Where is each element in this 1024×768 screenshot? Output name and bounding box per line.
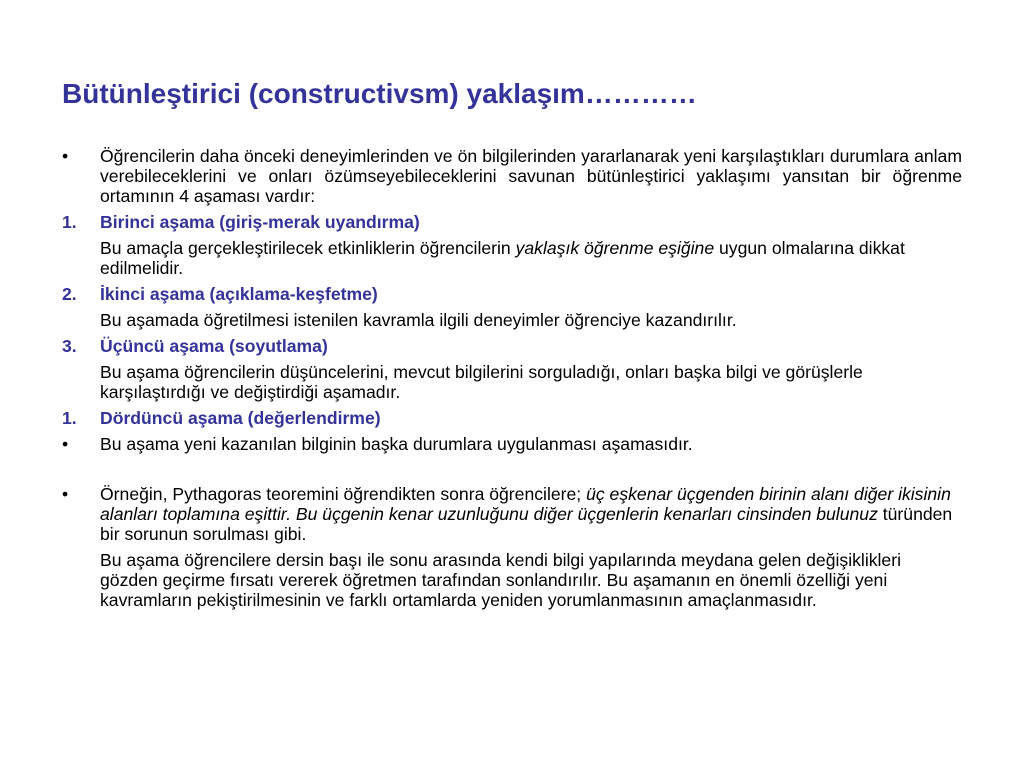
stage-2-description: Bu aşamada öğretilmesi istenilen kavramla ilgili deneyimler öğrenciye kazandırılır.	[100, 310, 737, 330]
example-text-italic: üç eşkenar üçgenden birinin alanı diğer ikisinin alanları toplamına eşittir. Bu üçgenin kenar uzunluğunu diğer üçgenlerin kenarları cinsinden bulunuz	[100, 484, 951, 524]
example-text-before: Örneğin, Pythagoras teoremini öğrendikten sonra öğrencilere;	[100, 484, 587, 504]
stage-1-heading	[62, 212, 962, 232]
stage-2-number: 2.	[62, 284, 77, 304]
stage-4-number: 1.	[62, 408, 77, 428]
stage-1-title: Birinci aşama (giriş-merak uyandırma)	[100, 212, 420, 232]
stage-2-heading	[62, 284, 962, 304]
stage-2-title: İkinci aşama (açıklama-keşfetme)	[100, 284, 378, 304]
example-text	[100, 484, 962, 544]
stage-1-description	[62, 238, 962, 278]
stage-3-number: 3.	[62, 336, 77, 356]
bullet-marker: •	[62, 434, 69, 454]
stage-1-desc-after: uygun olmalarına dikkat edilmelidir.	[100, 238, 905, 278]
intro-text: Öğrencilerin daha önceki deneyimlerinden ve ön bilgilerinden yararlanarak yeni karşılaştıkları durumlara anlam verebileceklerini ve onları özümseyebileceklerini savunan bütünleştirici yaklaşımı yansıtan bir öğrenme ortamının 4 aşaması vardır:	[100, 146, 962, 206]
stage-1-desc-before: Bu amaçla gerçekleştirilecek etkinliklerin öğrencilerin	[100, 238, 516, 258]
bullet-marker: •	[62, 146, 69, 166]
slide-title: Bütünleştirici (constructivsm) yaklaşım…………	[62, 78, 697, 109]
example-closing: Bu aşama öğrencilere dersin başı ile sonu arasında kendi bilgi yapılarında meydana gelen değişiklikleri gözden geçirme fırsatı vererek öğretmen tarafından sonlandırılır. Bu aşamanın en önemli özelliği yeni kavramların pekiştirilmesinin ve farklı ortamlarda yeniden yorumlanmasının amaçlanmasıdır.	[100, 550, 901, 610]
stage-3-heading	[62, 336, 962, 356]
intro-bullet	[62, 146, 962, 206]
stage-4-heading	[62, 408, 962, 428]
bullet-marker: •	[62, 484, 69, 504]
example-bullet	[62, 484, 962, 544]
stage-3-description: Bu aşama öğrencilerin düşüncelerini, mevcut bilgilerini sorguladığı, onları başka bilgi ve görüşlerle karşılaştırdığı ve değiştirdiği aşamadır.	[100, 362, 863, 402]
stage-4-bullet-text: Bu aşama yeni kazanılan bilginin başka durumlara uygulanması aşamasıdır.	[100, 434, 693, 454]
stage-4-title: Dördüncü aşama (değerlendirme)	[100, 408, 381, 428]
slide-content	[62, 146, 962, 610]
stage-4-bullet	[62, 434, 962, 454]
stage-1-number: 1.	[62, 212, 77, 232]
stage-3-title: Üçüncü aşama (soyutlama)	[100, 336, 328, 356]
example-text-after: türünden bir sorunun sorulması gibi.	[100, 504, 953, 544]
stage-1-desc-italic: yaklaşık öğrenme eşiğine	[515, 238, 715, 258]
